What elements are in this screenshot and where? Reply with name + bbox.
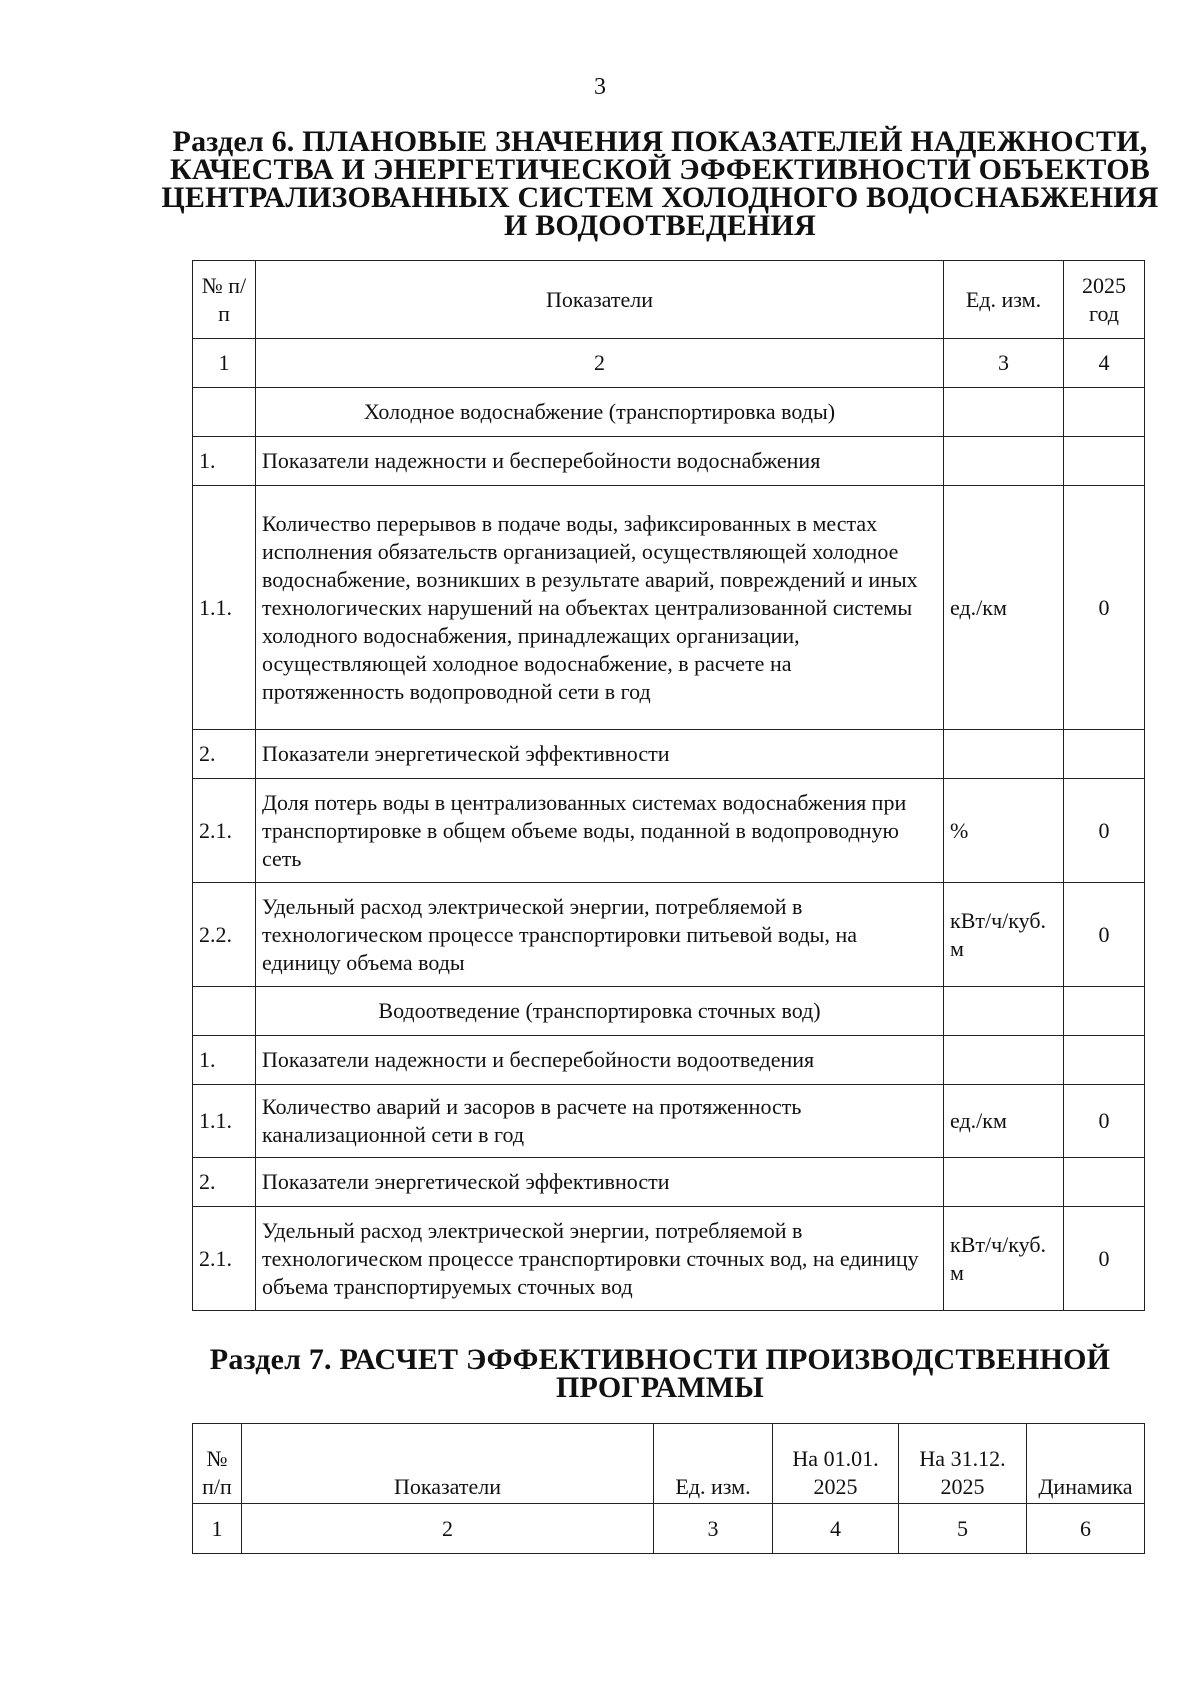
indicator-row bbox=[193, 779, 1145, 883]
value-2025 bbox=[1064, 1036, 1145, 1085]
page-number: 3 bbox=[594, 74, 606, 100]
header-num: № п/п bbox=[193, 261, 256, 339]
unit bbox=[944, 730, 1064, 779]
value-2025 bbox=[1064, 437, 1145, 486]
header-indicator: Показатели bbox=[242, 1424, 654, 1504]
column-number-row bbox=[193, 339, 1145, 388]
row-number: 1. bbox=[193, 1036, 256, 1085]
value-2025: 0 bbox=[1064, 1207, 1145, 1311]
indicator-row bbox=[193, 730, 1145, 779]
row-number: 2.1. bbox=[193, 779, 256, 883]
indicator-text: Показатели энергетической эффективности bbox=[256, 1158, 944, 1207]
value-2025: 0 bbox=[1064, 883, 1145, 987]
section-6-title: Раздел 6. ПЛАНОВЫЕ ЗНАЧЕНИЯ ПОКАЗАТЕЛЕЙ НАДЕЖНОСТИ, КАЧЕСТВА И ЭНЕРГЕТИЧЕСКОЙ ЭФФЕКТИВНОСТИ ОБЪЕКТОВ ЦЕНТРАЛИЗОВАННЫХ СИСТЕМ ХОЛОДНОГО ВОДОСНАБЖЕНИЯ И ВОДООТВЕДЕНИЯ bbox=[161, 125, 1159, 242]
row-number bbox=[193, 388, 256, 437]
header-unit: Ед. изм. bbox=[944, 261, 1064, 339]
unit: ед./км bbox=[944, 1085, 1064, 1158]
indicator-row bbox=[193, 883, 1145, 987]
col-number: 2 bbox=[256, 339, 944, 388]
header-end-date: На 31.12. 2025 bbox=[899, 1424, 1027, 1504]
col-number: 3 bbox=[654, 1504, 773, 1554]
indicators-table bbox=[192, 260, 1145, 1311]
row-number: 1. bbox=[193, 437, 256, 486]
header-num: № п/п bbox=[193, 1424, 242, 1504]
col-number: 4 bbox=[773, 1504, 899, 1554]
indicator-text: Показатели энергетической эффективности bbox=[256, 730, 944, 779]
header-unit: Ед. изм. bbox=[654, 1424, 773, 1504]
row-number: 2. bbox=[193, 730, 256, 779]
indicator-text: Доля потерь воды в централизованных системах водоснабжения при транспортировке в общем объеме воды, поданной в водопроводную сеть bbox=[256, 779, 944, 883]
unit bbox=[944, 1158, 1064, 1207]
col-number: 2 bbox=[242, 1504, 654, 1554]
indicators-table-body bbox=[193, 261, 1145, 1311]
col-number: 6 bbox=[1027, 1504, 1145, 1554]
col-number: 4 bbox=[1064, 339, 1145, 388]
unit: кВт/ч/куб. м bbox=[944, 883, 1064, 987]
row-number: 2. bbox=[193, 1158, 256, 1207]
indicator-text: Количество перерывов в подаче воды, зафиксированных в местах исполнения обязательств организацией, осуществляющей холодное водоснабжение, возникших в результате аварий, повреждений и иных технологических нарушений на объектах централизованной системы холодного водоснабжения, принадлежащих организации, осуществляющей холодное водоснабжение, в расчете на протяженность водопроводной сети в год bbox=[256, 486, 944, 730]
indicator-row bbox=[193, 486, 1145, 730]
value-2025: 0 bbox=[1064, 486, 1145, 730]
group-title: Холодное водоснабжение (транспортировка воды) bbox=[256, 388, 944, 437]
header-indicator: Показатели bbox=[256, 261, 944, 339]
unit: кВт/ч/куб. м bbox=[944, 1207, 1064, 1311]
unit bbox=[944, 388, 1064, 437]
value-2025 bbox=[1064, 388, 1145, 437]
value-2025 bbox=[1064, 1158, 1145, 1207]
group-title: Водоотведение (транспортировка сточных вод) bbox=[256, 987, 944, 1036]
row-number: 1.1. bbox=[193, 486, 256, 730]
indicator-text: Показатели надежности и бесперебойности водоснабжения bbox=[256, 437, 944, 486]
column-number-row bbox=[193, 1504, 1145, 1554]
indicator-text: Удельный расход электрической энергии, потребляемой в технологическом процессе транспортировки сточных вод, на единицу объема транспортируемых сточных вод bbox=[256, 1207, 944, 1311]
row-number: 2.1. bbox=[193, 1207, 256, 1311]
indicator-row bbox=[193, 1085, 1145, 1158]
unit bbox=[944, 987, 1064, 1036]
unit bbox=[944, 437, 1064, 486]
indicator-row bbox=[193, 1207, 1145, 1311]
col-number: 1 bbox=[193, 339, 256, 388]
value-2025 bbox=[1064, 987, 1145, 1036]
indicator-text: Количество аварий и засоров в расчете на протяженность канализационной сети в год bbox=[256, 1085, 944, 1158]
indicator-text: Показатели надежности и бесперебойности водоотведения bbox=[256, 1036, 944, 1085]
col-number: 1 bbox=[193, 1504, 242, 1554]
header-dynamics: Динамика bbox=[1027, 1424, 1145, 1504]
efficiency-table bbox=[192, 1423, 1145, 1554]
group-row bbox=[193, 388, 1145, 437]
row-number: 2.2. bbox=[193, 883, 256, 987]
value-2025 bbox=[1064, 730, 1145, 779]
unit: ед./км bbox=[944, 486, 1064, 730]
section-7-title: Раздел 7. РАСЧЕТ ЭФФЕКТИВНОСТИ ПРОИЗВОДСТВЕННОЙ ПРОГРАММЫ bbox=[209, 1343, 1111, 1404]
header-year: 2025 год bbox=[1064, 261, 1145, 339]
indicator-row bbox=[193, 437, 1145, 486]
row-number bbox=[193, 987, 256, 1036]
unit: % bbox=[944, 779, 1064, 883]
unit bbox=[944, 1036, 1064, 1085]
header-row bbox=[193, 261, 1145, 339]
indicator-row bbox=[193, 1158, 1145, 1207]
header-row bbox=[193, 1424, 1145, 1504]
col-number: 5 bbox=[899, 1504, 1027, 1554]
indicator-row bbox=[193, 1036, 1145, 1085]
group-row bbox=[193, 987, 1145, 1036]
col-number: 3 bbox=[944, 339, 1064, 388]
header-start-date: На 01.01. 2025 bbox=[773, 1424, 899, 1504]
value-2025: 0 bbox=[1064, 1085, 1145, 1158]
indicator-text: Удельный расход электрической энергии, потребляемой в технологическом процессе транспортировки питьевой воды, на единицу объема воды bbox=[256, 883, 944, 987]
row-number: 1.1. bbox=[193, 1085, 256, 1158]
value-2025: 0 bbox=[1064, 779, 1145, 883]
